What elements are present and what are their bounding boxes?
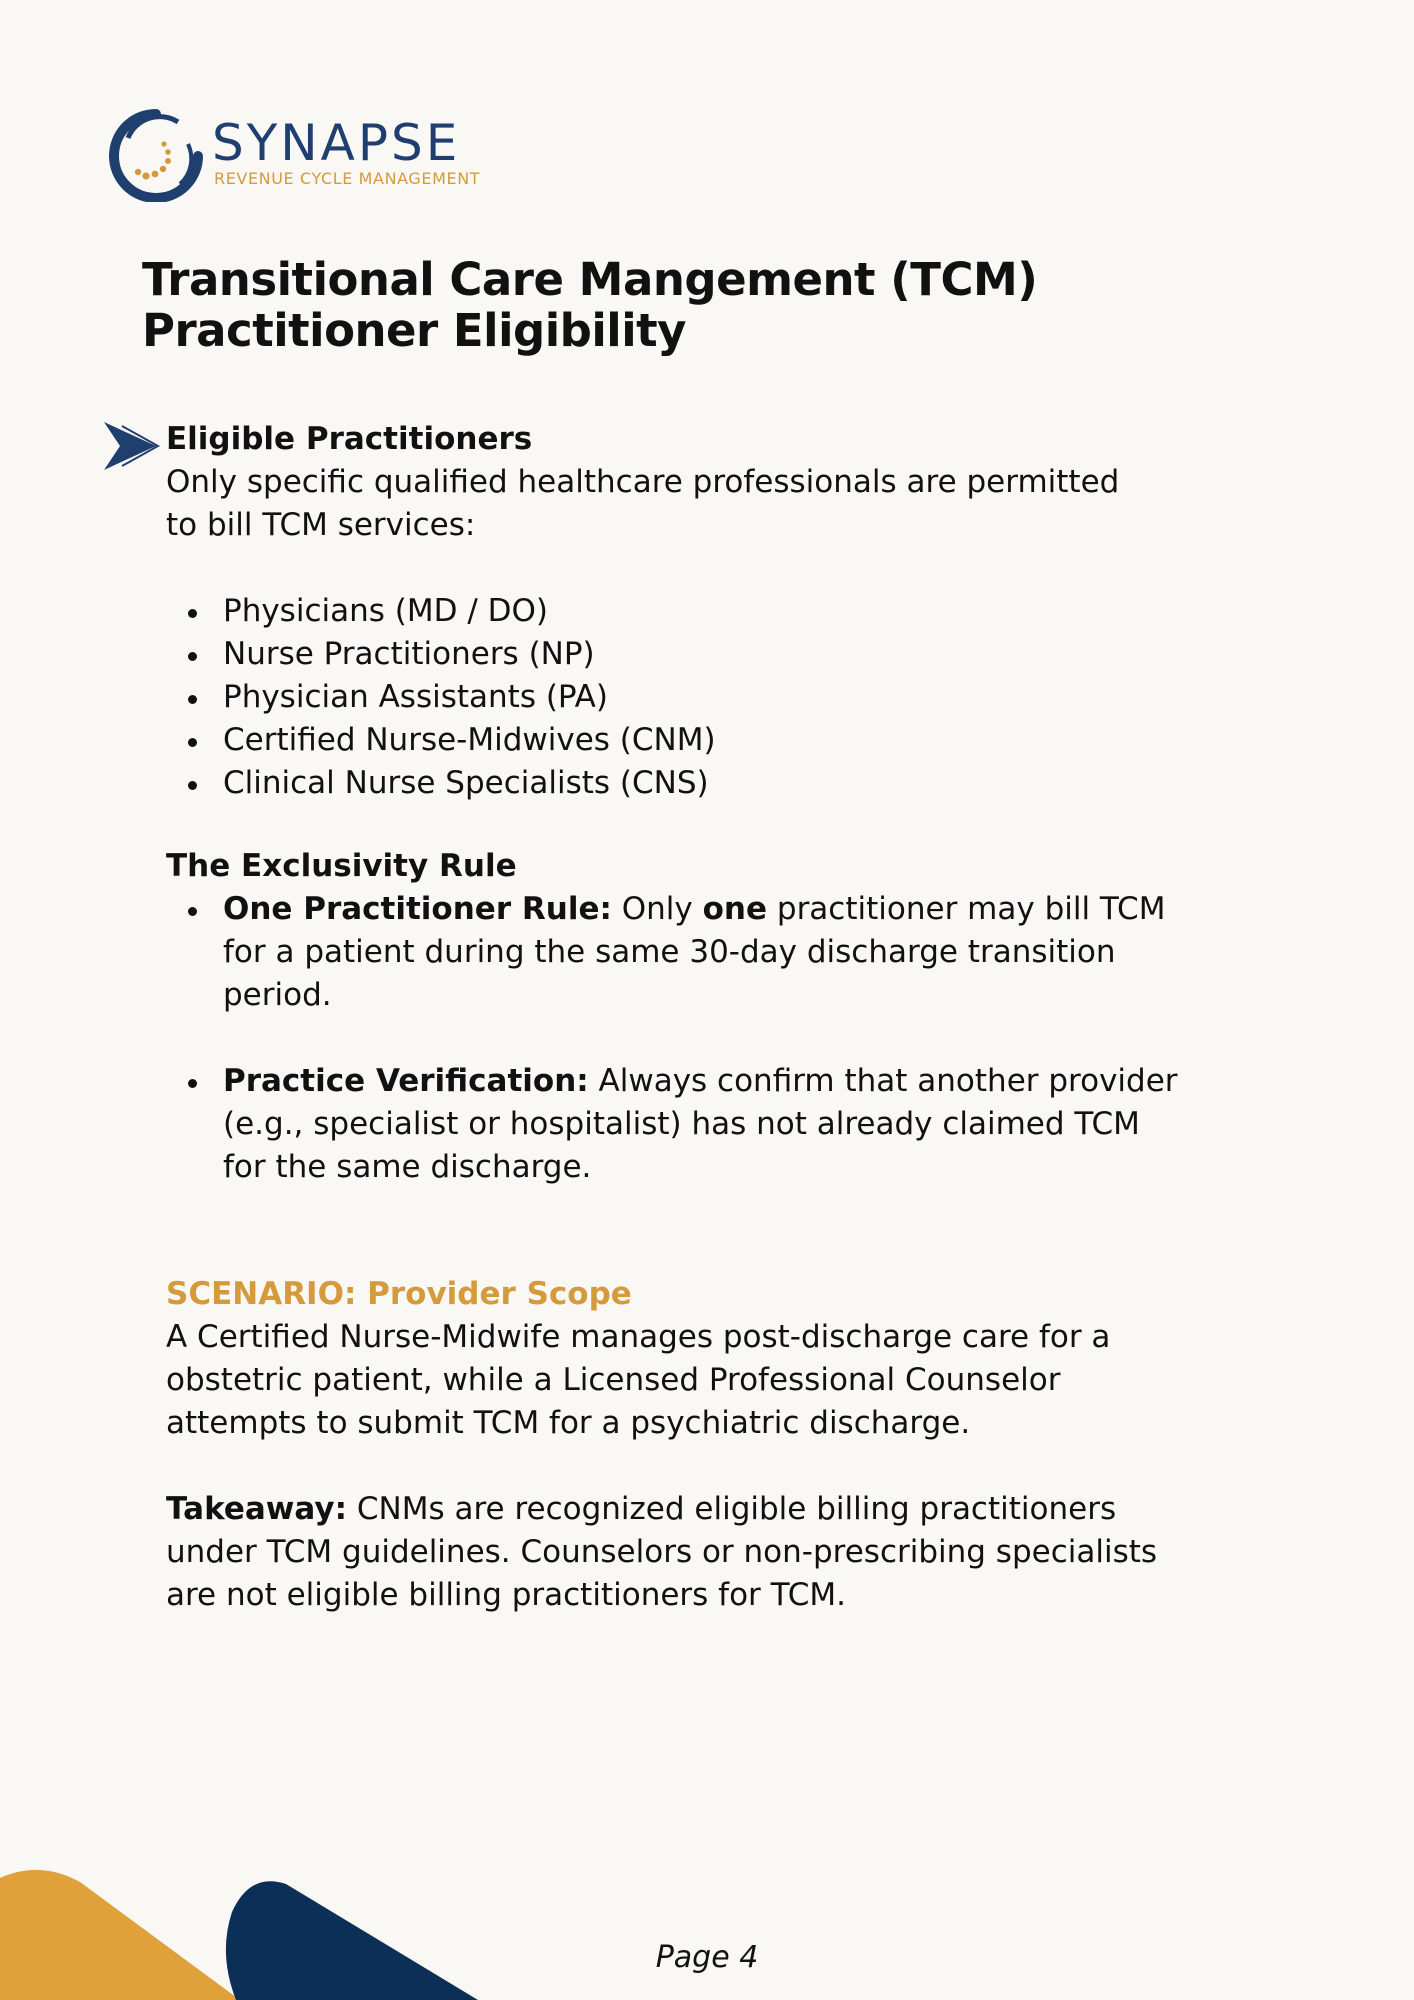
takeaway-text: CNMs are recognized eligible billing practitioners xyxy=(347,1491,1117,1527)
eligible-list xyxy=(166,590,1226,805)
page-number: Page 4 xyxy=(655,1940,759,1975)
takeaway-label: Takeaway: xyxy=(166,1491,348,1527)
rule1-line-2: for a patient during the same 30-day discharge transition xyxy=(223,934,1116,970)
rule1-emphasis: one xyxy=(702,891,768,927)
rule1-line-3: period. xyxy=(223,977,332,1013)
footer-decoration xyxy=(0,1860,520,2000)
scenario-line-1: A Certified Nurse-Midwife manages post-discharge care for a xyxy=(166,1319,1111,1355)
list-item: Physicians (MD / DO) xyxy=(166,590,1226,633)
title-line-2: Practitioner Eligibility xyxy=(142,304,686,357)
list-item: Physician Assistants (PA) xyxy=(166,676,1226,719)
logo-wordmark: SYNAPSE xyxy=(212,114,461,172)
title-line-1: Transitional Care Mangement (TCM) xyxy=(142,253,1038,306)
rule1-post: practitioner may bill TCM xyxy=(767,891,1166,927)
scenario-line-3: attempts to submit TCM for a psychiatric discharge. xyxy=(166,1405,971,1441)
takeaway-line-3: are not eligible billing practitioners for TCM. xyxy=(166,1577,847,1613)
eligible-section xyxy=(166,418,1226,547)
list-item: Nurse Practitioners (NP) xyxy=(166,633,1226,676)
rule2-line-1 xyxy=(223,1060,1226,1103)
chevron-arrow-icon xyxy=(102,420,160,472)
scenario-line-2: obstetric patient, while a Licensed Professional Counselor xyxy=(166,1362,1061,1398)
exclusivity-section xyxy=(166,845,1226,1189)
exclusivity-list xyxy=(166,888,1226,1189)
rule1-label: One Practitioner Rule: xyxy=(223,891,612,927)
scenario-section xyxy=(166,1273,1226,1617)
rule2-post: Always confirm that another provider xyxy=(588,1063,1178,1099)
rule1-pre: Only xyxy=(611,891,703,927)
scenario-heading: SCENARIO: Provider Scope xyxy=(166,1276,632,1312)
rule2-line-3: for the same discharge. xyxy=(223,1149,592,1185)
one-practitioner-rule xyxy=(166,888,1226,1017)
takeaway-line-1 xyxy=(166,1488,1226,1531)
eligible-heading: Eligible Practitioners xyxy=(166,421,533,457)
synapse-swirl-icon xyxy=(108,108,204,202)
eligible-list-block xyxy=(166,590,1226,805)
logo-tagline: REVENUE CYCLE MANAGEMENT xyxy=(214,169,481,188)
practice-verification-rule xyxy=(166,1060,1226,1189)
rule2-line-2: (e.g., specialist or hospitalist) has not already claimed TCM xyxy=(223,1106,1140,1142)
page-title xyxy=(142,254,1242,356)
company-logo xyxy=(108,108,528,202)
eligible-intro-line-2: to bill TCM services: xyxy=(166,507,476,543)
list-item: Certified Nurse-Midwives (CNM) xyxy=(166,719,1226,762)
rule1-line-1 xyxy=(223,888,1226,931)
rule2-label: Practice Verification: xyxy=(223,1063,589,1099)
eligible-intro-line-1: Only specific qualified healthcare professionals are permitted xyxy=(166,464,1120,500)
exclusivity-heading: The Exclusivity Rule xyxy=(166,848,517,884)
takeaway-line-2: under TCM guidelines. Counselors or non-prescribing specialists xyxy=(166,1534,1158,1570)
list-item: Clinical Nurse Specialists (CNS) xyxy=(166,762,1226,805)
